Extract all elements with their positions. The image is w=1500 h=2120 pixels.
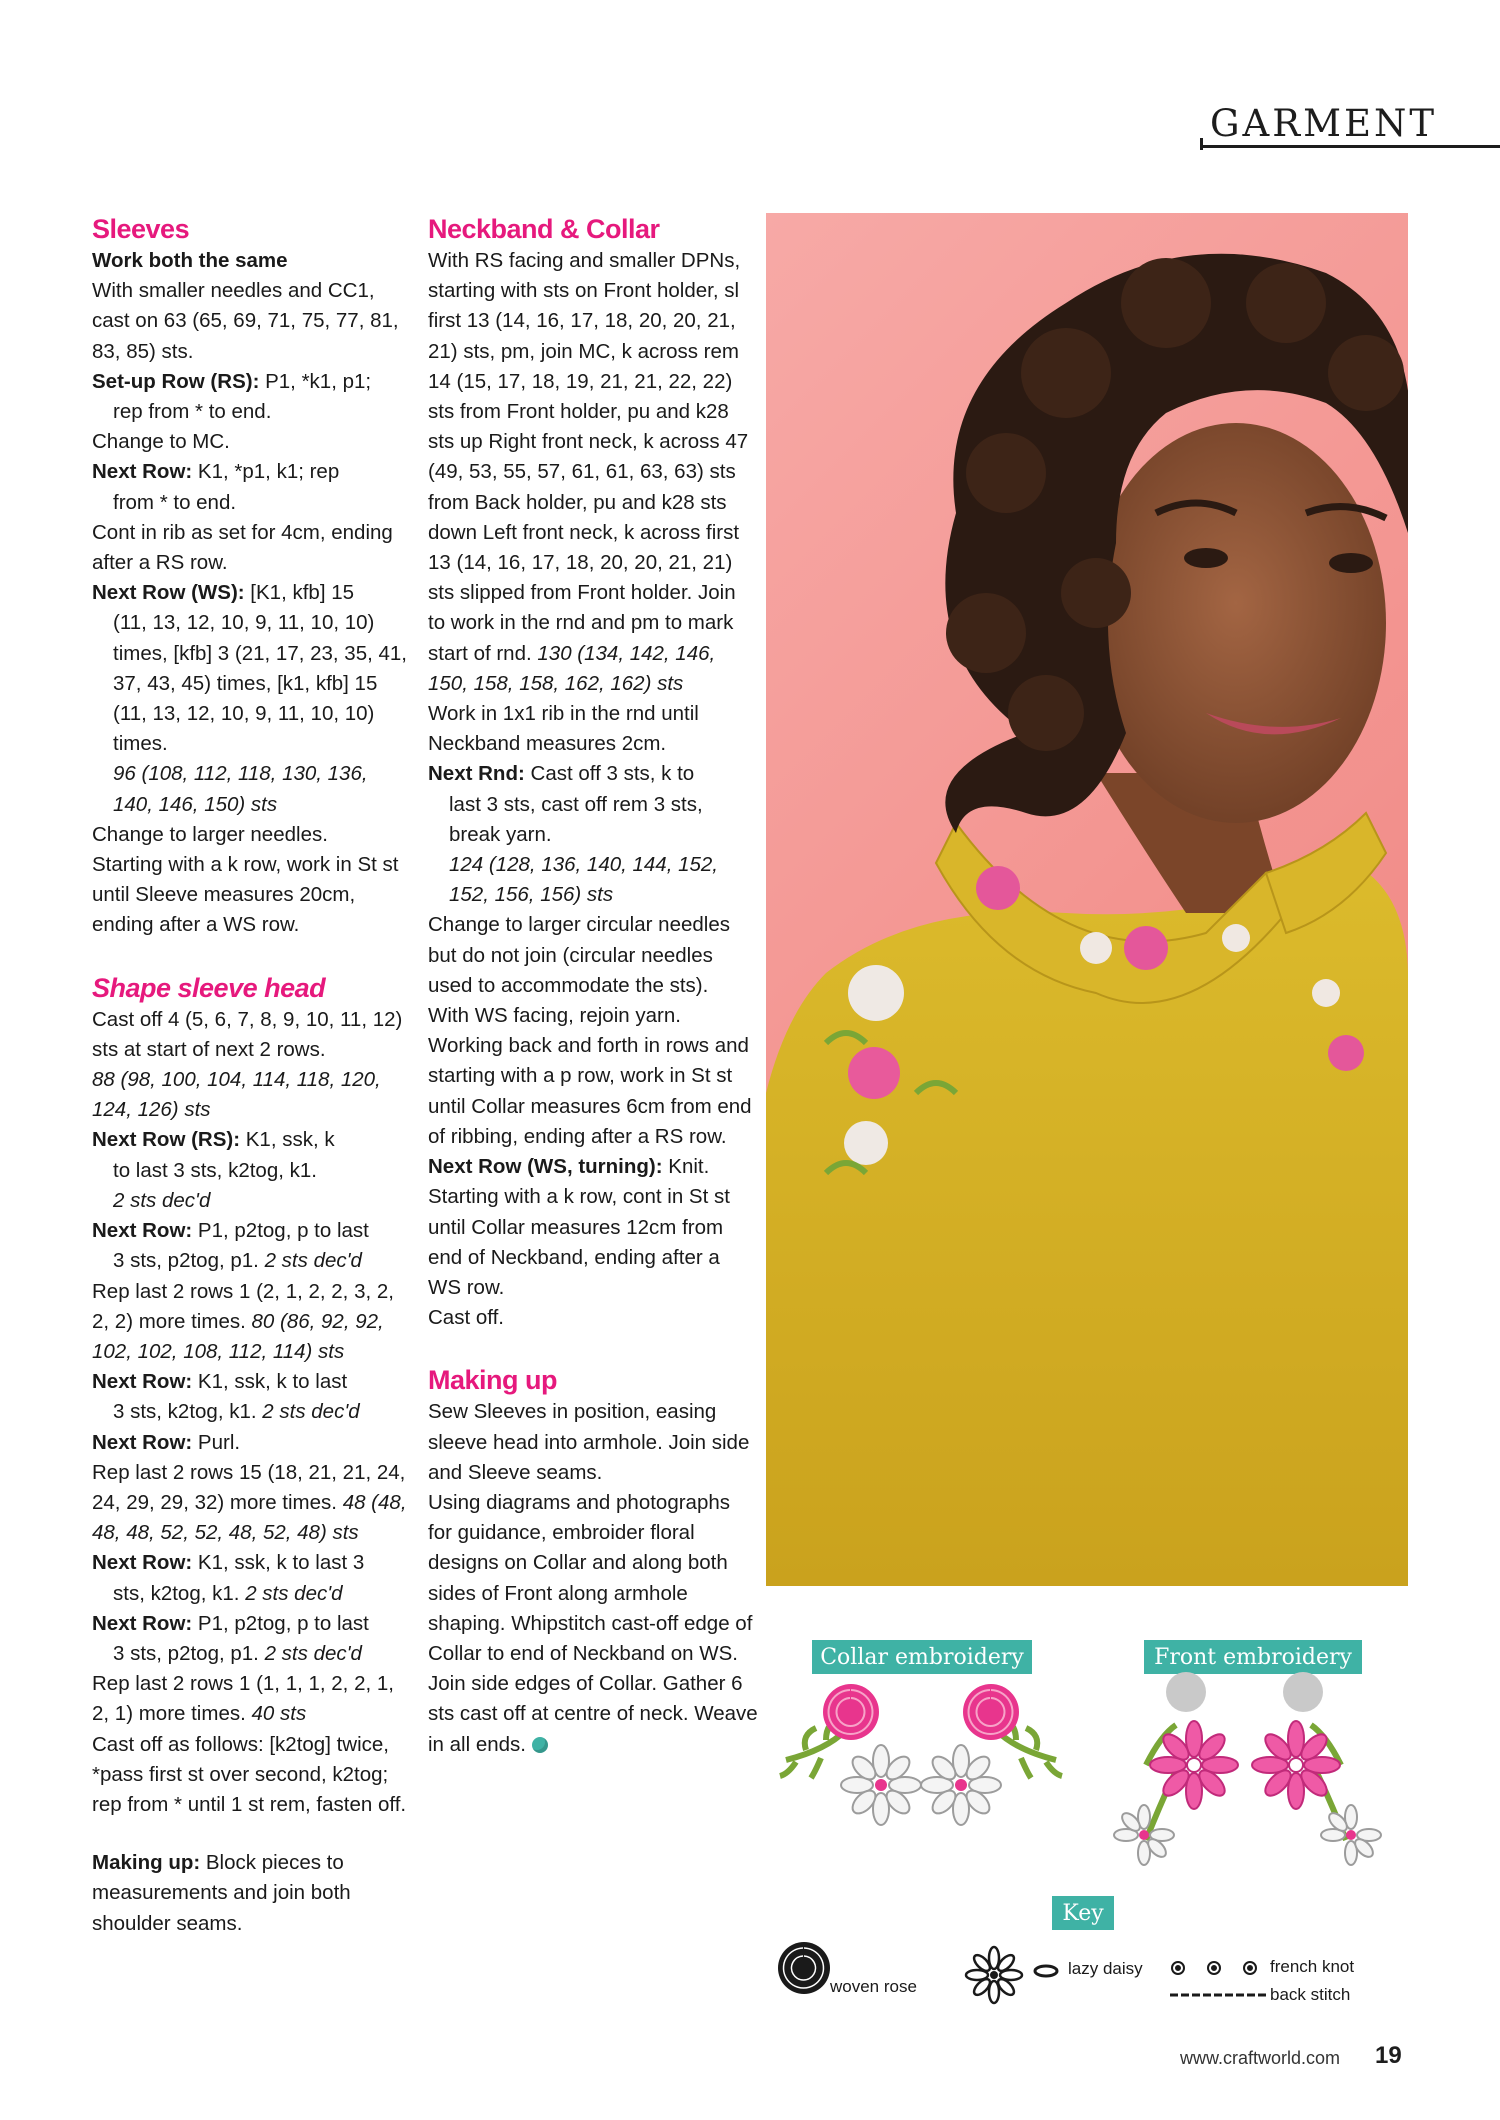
cast-off: Cast off. [428, 1306, 504, 1330]
starting-k-row-collar: Starting with a k row, cont in St st until Collar measures 12cm from end of Neckband, ending after a WS row. [428, 1185, 730, 1299]
repeat-2: Rep last 2 rows 15 (18, 21, 21, 24, 24, 29, 29, 32) more times. 48 (48, 48, 48, 52, 52, 48, 52, 48) sts [92, 1460, 407, 1545]
next-row-4: Next Row: Purl. [92, 1430, 241, 1454]
key-lazy-daisy-icon [966, 1947, 1022, 2003]
making-up-para-2: Using diagrams and photographs for guidance, embroider floral designs on Collar and along both sides of Front along armhole shaping. Whipstitch cast-off edge of Collar to end of Neckband on WS. Join side edges of Collar. Gather 6 sts cast off at centre of neck. Weave in all ends. [428, 1490, 758, 1756]
making-up-note: Making up: Block pieces to measurements and join both shoulder seams. [92, 1851, 351, 1935]
para-cast-on: With smaller needles and CC1, cast on 63 (65, 69, 71, 75, 77, 81, 83, 85) sts. [92, 279, 399, 363]
key-french-knot-icons [1172, 1962, 1256, 1974]
repeat-3: Rep last 2 rows 1 (1, 1, 1, 2, 2, 1, 2, 1) more times. 40 sts [92, 1672, 394, 1726]
cont-rib: Cont in rib as set for 4cm, ending after a RS row. [92, 520, 393, 575]
next-row-ws-count: 96 (108, 112, 118, 130, 136, 140, 146, 150) sts [113, 762, 368, 816]
column-middle [428, 212, 758, 1760]
footer-url: www.craftworld.com [1180, 2048, 1341, 2068]
setup-row: Set-up Row (RS): P1, *k1, p1; [92, 369, 372, 393]
collar-embroidery-label: Collar embroidery [820, 1645, 1024, 1670]
cast-off-4: Cast off 4 (5, 6, 7, 8, 9, 10, 11, 12) sts at start of next 2 rows. [92, 1007, 403, 1061]
heading-shape-sleeve-head: Shape sleeve head [92, 972, 326, 1003]
next-row-6-cont: 3 sts, p2tog, p1. 2 sts dec'd [113, 1641, 362, 1665]
heading-neckband-collar: Neckband & Collar [428, 214, 660, 244]
embroidery-diagram [766, 1630, 1408, 2010]
lazy-daisy-white-2 [921, 1745, 1001, 1825]
woven-rose-white [1166, 1672, 1206, 1712]
right-eye [1329, 553, 1373, 573]
heading-making-up: Making up [428, 1365, 557, 1396]
face [1086, 423, 1386, 823]
change-circular: Change to larger circular needles but do not join (circular needles used to accommodate the sts). [428, 913, 730, 997]
next-row-rs-dec: 2 sts dec'd [113, 1188, 211, 1212]
ws-facing: With WS facing, rejoin yarn. Working back and forth in rows and starting with a p row, work in St st until Collar measures 6cm from end of ribbing, ending after a RS row. [428, 1004, 752, 1148]
section-label: GARMENT [1210, 102, 1438, 145]
next-rnd: Next Rnd: Cast off 3 sts, k to [428, 762, 695, 786]
column-left [92, 212, 412, 1939]
lazy-daisy-white [841, 1745, 921, 1825]
model-illustration [766, 213, 1408, 1586]
change-mc: Change to MC. [92, 430, 230, 454]
front-embroidery-label: Front embroidery [1154, 1645, 1352, 1670]
lazy-daisy-small-2 [1321, 1805, 1381, 1865]
collar-motif-right [921, 1684, 1062, 1825]
woven-rose-pink [823, 1684, 879, 1740]
key-lazy-daisy-label: lazy daisy [1068, 1959, 1143, 1978]
work-rib: Work in 1x1 rib in the rnd until Neckband measures 2cm. [428, 702, 699, 756]
making-up-para-1: Sew Sleeves in position, easing sleeve head into armhole. Join side and Sleeve seams. [428, 1400, 750, 1484]
lazy-daisy-small [1114, 1805, 1174, 1865]
next-row-2-cont: 3 sts, p2tog, p1. 2 sts dec'd [113, 1249, 362, 1273]
next-row-5: Next Row: K1, ssk, k to last 3 [92, 1551, 365, 1575]
neckband-para: With RS facing and smaller DPNs, starting with sts on Front holder, sl first 13 (14, 16, 17, 18, 20, 20, 21, 21) sts, pm, join MC, k across rem 14 (15, 17, 18, 19, 21, 21, 22, 22) sts from Front holder, pu and k28 sts up Right front neck, k across 47 (49, 53, 55, 57, 61, 61, 63, 63) sts from Back holder, pu and k28 sts down Left front neck, k across first 13 (14, 16, 17, 18, 20, 20, 21, 21) sts slipped from Front holder. Join to work in the rnd and pm to mark start of rnd. 130 (134, 142, 146, 150, 158, 158, 162, 162) sts [428, 249, 749, 695]
next-row-3: Next Row: K1, ssk, k to last [92, 1370, 348, 1394]
next-row-3-cont: 3 sts, k2tog, k1. 2 sts dec'd [113, 1400, 360, 1424]
next-row-rs-cont: to last 3 sts, k2tog, k1. [113, 1158, 317, 1182]
next-row-5-cont: sts, k2tog, k1. 2 sts dec'd [113, 1581, 343, 1605]
work-both-note: Work both the same [92, 249, 288, 272]
key-woven-rose [778, 1942, 830, 1994]
key-french-knot-label: french knot [1270, 1957, 1355, 1976]
woven-rose-white-2 [1283, 1672, 1323, 1712]
left-eye [1184, 548, 1228, 568]
change-larger: Change to larger needles. [92, 822, 328, 846]
cast-off-follows: Cast off as follows: [k2tog] twice, *pass first st over second, k2tog; rep from * until 1 st rem, fasten off. [92, 1732, 407, 1816]
next-row-ws: Next Row (WS): [K1, kfb] 15 [92, 581, 355, 605]
page-number: 19 [1375, 2042, 1402, 2069]
setup-row-cont: rep from * to end. [113, 400, 272, 424]
starting-k-row: Starting with a k row, work in St st until Sleeve measures 20cm, ending after a WS row. [92, 853, 399, 937]
cast-off-4-count: 88 (98, 100, 104, 114, 118, 120, 124, 126) sts [92, 1068, 381, 1122]
model-photo [766, 213, 1408, 1586]
front-motif-right [1252, 1672, 1381, 1865]
next-row-1: Next Row: K1, *p1, k1; rep [92, 460, 340, 484]
end-ball-icon [532, 1737, 548, 1753]
section-rule [1200, 145, 1500, 148]
key-woven-rose-label: woven rose [830, 1977, 917, 1996]
next-row-rs: Next Row (RS): K1, ssk, k [92, 1128, 335, 1152]
section-rule-tick [1200, 138, 1203, 150]
next-rnd-count: 124 (128, 136, 140, 144, 152, 152, 156, 156) sts [449, 853, 719, 907]
next-row-1-cont: from * to end. [113, 490, 237, 514]
woven-rose-pink-2 [963, 1684, 1019, 1740]
repeat-1: Rep last 2 rows 1 (2, 1, 2, 2, 3, 2, 2, 2) more times. 80 (86, 92, 92, 102, 102, 108, 112, 114) sts [92, 1279, 394, 1363]
heading-sleeves: Sleeves [92, 214, 190, 244]
key-label: Key [1062, 1901, 1104, 1926]
next-row-ws-cont: (11, 13, 12, 10, 9, 11, 10, 10) times, [kfb] 3 (21, 17, 23, 35, 41, 37, 43, 45) times, [k1, kfb] 15 (11, 13, 12, 10, 9, 11, 10, 10) times. [113, 611, 407, 756]
next-row-2: Next Row: P1, p2tog, p to last [92, 1219, 369, 1243]
next-row-turning: Next Row (WS, turning): Knit. [428, 1155, 710, 1179]
next-row-6: Next Row: P1, p2tog, p to last [92, 1611, 369, 1635]
collar-motif-left [780, 1684, 921, 1825]
front-motif-left [1114, 1672, 1238, 1865]
key-lazy-daisy-stitch [1035, 1966, 1057, 1976]
next-rnd-cont: last 3 sts, cast off rem 3 sts, break yarn. [449, 792, 703, 846]
key-back-stitch-label: back stitch [1270, 1985, 1351, 2004]
